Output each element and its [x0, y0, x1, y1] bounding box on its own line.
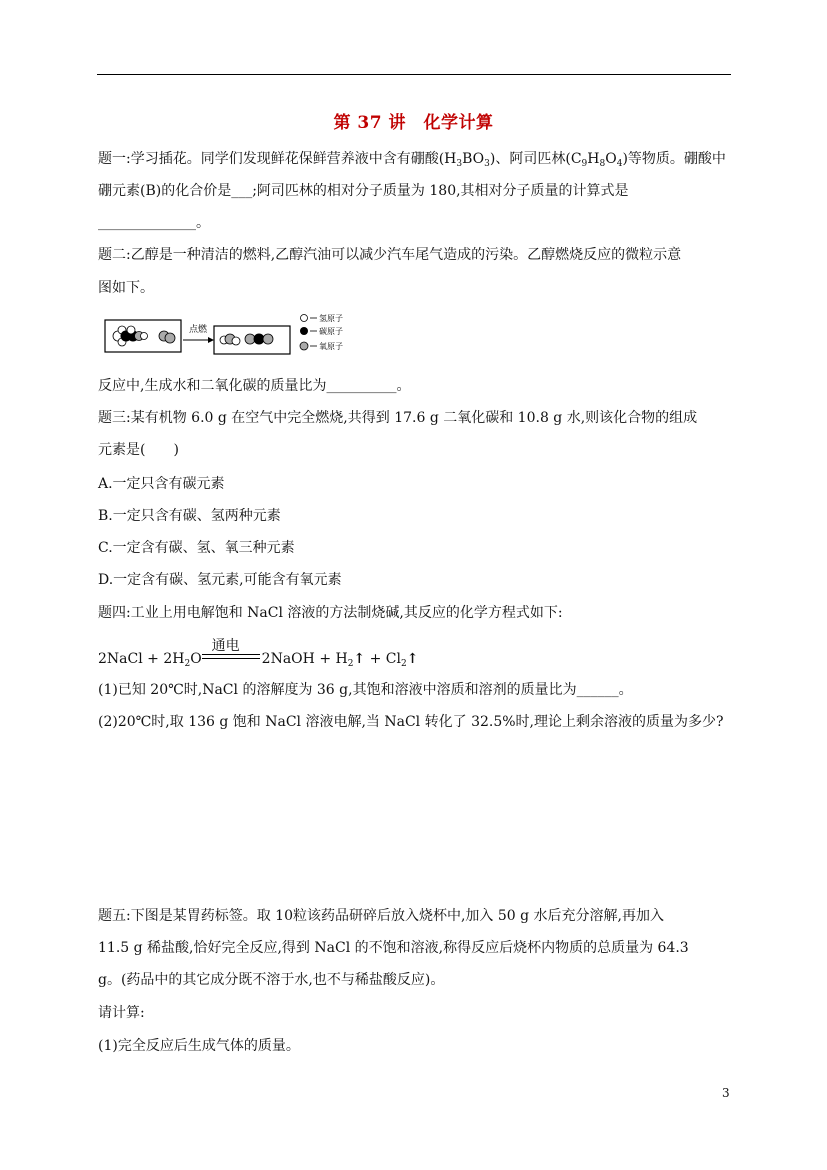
gas-arrow-icon: ↑ [353, 651, 366, 667]
q3-option-d: D.一定含有碳、氢元素,可能含有氧元素 [98, 572, 342, 588]
q3-line1: 题三:某有机物 6.0 g 在空气中完全燃烧,共得到 17.6 g 二氧化碳和 10.8 g 水,则该化合物的组成 [98, 410, 698, 426]
arrow-label: 点燃 [188, 325, 208, 335]
q3-option-c: C.一定含有碳、氢、氧三种元素 [98, 540, 295, 556]
legend-oxygen: 氧原子 [319, 342, 343, 351]
q3-line2: 元素是( ) [98, 442, 179, 458]
legend-hydrogen: 氢原子 [319, 314, 343, 323]
page-title: 第 37 讲 化学计算 [333, 113, 494, 133]
page-number: 3 [722, 1086, 730, 1100]
equation-condition: 通电 [202, 652, 262, 666]
q3-option-b: B.一定只含有碳、氢两种元素 [98, 508, 281, 524]
q2-line3: 反应中,生成水和二氧化碳的质量比为__________。 [98, 378, 411, 394]
q4-sub2: (2)20℃时,取 136 g 饱和 NaCl 溶液电解,当 NaCl 转化了 32.5%时,理论上剩余溶液的质量为多少? [98, 714, 724, 730]
q5-line1: 题五:下图是某胃药标签。取 10粒该药品研碎后放入烧杯中,加入 50 g 水后充分溶解,再加入 [98, 908, 665, 924]
q1-line1: 题一:学习插花。同学们发现鲜花保鲜营养液中含有硼酸$(H_3BO_3)$、阿司匹林$(C_9H_8O_4)$等物质。硼酸中 [98, 151, 726, 169]
reaction-diagram-svg [104, 312, 364, 358]
header-rule [97, 74, 731, 75]
q5-line5: (1)完全反应后生成气体的质量。 [98, 1038, 300, 1054]
q2-line1: 题二:乙醇是一种清洁的燃料,乙醇汽油可以减少汽车尾气造成的污染。乙醇燃烧反应的微粒示意 [98, 247, 682, 263]
q5-line3: g。(药品中的其它成分既不溶于水,也不与稀盐酸反应)。 [98, 972, 445, 988]
q4-sub1: (1)已知 20℃时,NaCl 的溶解度为 36 g,其饱和溶液中溶质和溶剂的质量比为______。 [98, 682, 633, 698]
q2-line2: 图如下。 [98, 280, 154, 296]
q5-line4: 请计算: [98, 1005, 145, 1021]
reaction-diagram [104, 312, 364, 358]
gas-arrow-icon: ↑ [406, 651, 419, 667]
legend-carbon: 碳原子 [319, 327, 343, 336]
q1-line3: ______________。 [98, 215, 210, 231]
q4-equation: 2NaCl + $2H_2O$ 通电 2NaOH + $H_2↑$ + $Cl_2↑$ [98, 638, 419, 669]
q5-line2: 11.5 g 稀盐酸,恰好完全反应,得到 NaCl 的不饱和溶液,称得反应后烧杯内物质的总质量为 64.3 [98, 940, 689, 956]
q3-option-a: A.一定只含有碳元素 [98, 476, 225, 492]
q1-line2: 硼元素(B)的化合价是___;阿司匹林的相对分子质量为 180,其相对分子质量的计算式是 [98, 183, 629, 199]
q4-line1: 题四:工业上用电解饱和 NaCl 溶液的方法制烧碱,其反应的化学方程式如下: [98, 605, 563, 621]
